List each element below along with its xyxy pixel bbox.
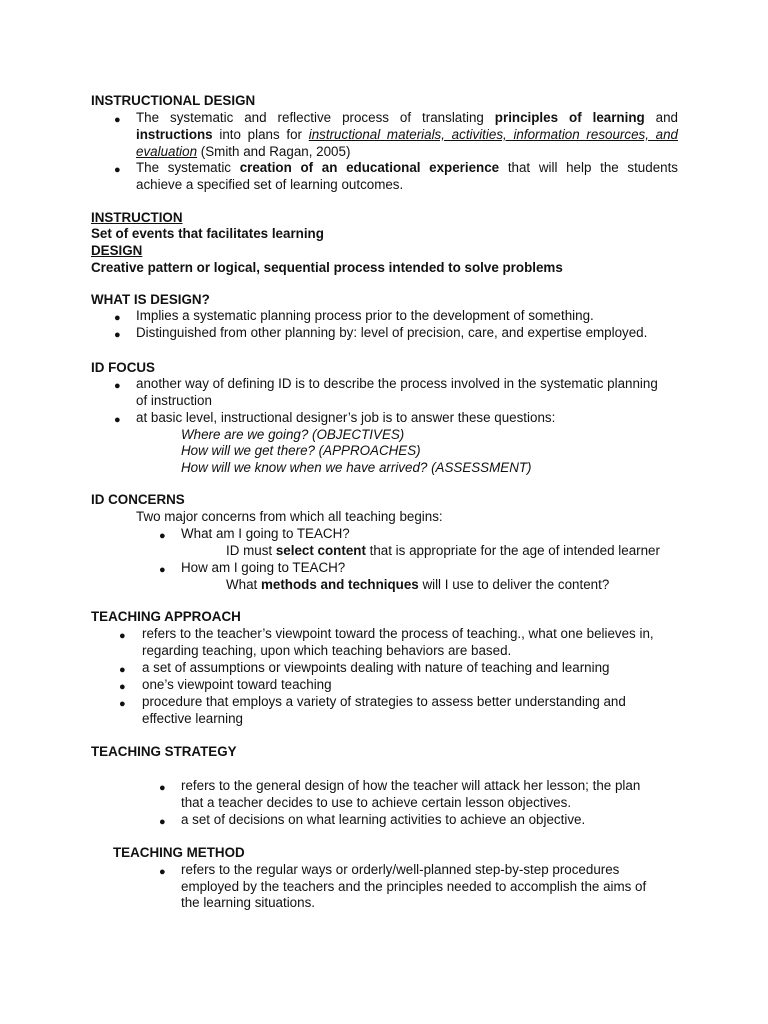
heading-instruction: INSTRUCTION — [91, 210, 183, 225]
teaching-approach-bullet-1-line-2: regarding teaching, upon which teaching behaviors are based. — [142, 643, 512, 658]
bullet-icon: ● — [119, 681, 126, 693]
bullet-icon: ● — [159, 564, 166, 576]
teaching-strategy-bullet-2: a set of decisions on what learning activities to achieve an objective. — [181, 812, 586, 827]
teaching-approach-bullet-2: a set of assumptions or viewpoints dealing with nature of teaching and learning — [142, 660, 610, 675]
bullet-icon: ● — [159, 816, 166, 828]
bullet-icon: ● — [119, 630, 126, 642]
teaching-approach-bullet-1-line-1: refers to the teacher’s viewpoint toward the process of teaching., what one believes in, — [142, 626, 654, 641]
bullet-icon: ● — [114, 414, 121, 426]
id-focus-question-1: Where are we going? (OBJECTIVES) — [181, 427, 405, 442]
bullet-icon: ● — [119, 698, 126, 710]
teaching-approach-bullet-4-line-2: effective learning — [142, 711, 243, 726]
instruction-definition: Set of events that facilitates learning — [91, 226, 324, 241]
heading-what-is-design: WHAT IS DESIGN? — [91, 292, 210, 307]
instr-design-bullet-1-line-1: The systematic and reflective process of translating principles of learning and — [136, 110, 679, 125]
teaching-strategy-bullet-1-line-2: that a teacher decides to use to achieve certain lesson objectives. — [181, 795, 572, 810]
teaching-method-bullet-1-line-2: employed by the teachers and the principles needed to accomplish the aims of — [181, 879, 647, 894]
bullet-icon: ● — [114, 114, 121, 126]
heading-id-focus: ID FOCUS — [91, 360, 155, 375]
what-is-design-item-1: Implies a systematic planning process prior to the development of something. — [136, 308, 594, 323]
id-concerns-intro: Two major concerns from which all teaching begins: — [136, 509, 443, 524]
id-concerns-answer-1: ID must select content that is appropriate for the age of intended learner — [226, 543, 660, 558]
id-focus-bullet-1-line-1: another way of defining ID is to describe the process involved in the systematic planning — [136, 376, 658, 391]
bullet-icon: ● — [114, 164, 121, 176]
teaching-method-bullet-1-line-1: refers to the regular ways or orderly/well-planned step-by-step procedures — [181, 862, 620, 877]
heading-teaching-strategy: TEACHING STRATEGY — [91, 744, 237, 759]
instr-design-bullet-1-line-2: instructions into plans for instructional materials, activities, information resources, and — [136, 127, 678, 142]
bullet-icon: ● — [114, 312, 121, 324]
id-focus-bullet-1-line-2: of instruction — [136, 393, 212, 408]
id-concerns-answer-2: What methods and techniques will I use to deliver the content? — [226, 577, 610, 592]
teaching-strategy-bullet-1-line-1: refers to the general design of how the teacher will attack her lesson; the plan — [181, 778, 641, 793]
bullet-icon: ● — [159, 530, 166, 542]
bullet-icon: ● — [114, 329, 121, 341]
bullet-icon: ● — [114, 380, 121, 392]
teaching-method-bullet-1-line-3: the learning situations. — [181, 895, 315, 910]
heading-design: DESIGN — [91, 243, 143, 258]
heading-instructional-design: INSTRUCTIONAL DESIGN — [91, 93, 256, 108]
instr-design-bullet-2-line-1: The systematic creation of an educational experience that will help the students — [136, 160, 679, 175]
teaching-approach-bullet-3: one’s viewpoint toward teaching — [142, 677, 332, 692]
heading-teaching-method: TEACHING METHOD — [113, 845, 245, 860]
design-definition: Creative pattern or logical, sequential process intended to solve problems — [91, 260, 563, 275]
id-focus-question-3: How will we know when we have arrived? (ASSESSMENT) — [181, 460, 532, 475]
id-concerns-question-2: How am I going to TEACH? — [181, 560, 346, 575]
teaching-approach-bullet-4-line-1: procedure that employs a variety of strategies to assess better understanding and — [142, 694, 626, 709]
id-concerns-question-1: What am I going to TEACH? — [181, 526, 350, 541]
bullet-icon: ● — [159, 866, 166, 878]
instr-design-bullet-1-line-3: evaluation (Smith and Ragan, 2005) — [136, 144, 351, 159]
bullet-icon: ● — [159, 782, 166, 794]
id-focus-question-2: How will we get there? (APPROACHES) — [181, 443, 421, 458]
id-focus-bullet-2: at basic level, instructional designer’s job is to answer these questions: — [136, 410, 556, 425]
heading-id-concerns: ID CONCERNS — [91, 492, 185, 507]
heading-teaching-approach: TEACHING APPROACH — [91, 609, 241, 624]
what-is-design-item-2: Distinguished from other planning by: level of precision, care, and expertise employed. — [136, 325, 648, 340]
bullet-icon: ● — [119, 664, 126, 676]
instr-design-bullet-2-line-2: achieve a specified set of learning outcomes. — [136, 177, 404, 192]
